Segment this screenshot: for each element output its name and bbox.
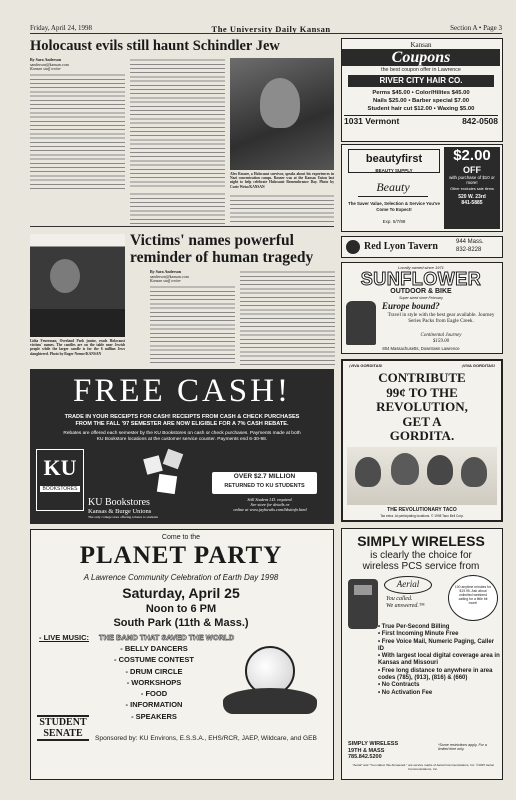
coupon-nails: Nails $25.00 • Barber special $7.00 <box>372 98 470 104</box>
header-date: Friday, April 24, 1998 <box>30 24 92 32</box>
feature-item: • True Per-Second Billing <box>378 624 450 630</box>
brand-name: KU Bookstores <box>88 497 150 508</box>
photo-caption-rosner: Alex Rosner, a Holocaust survivor, speaks about his experiences in Nazi concentration camps. Rosner was at the Kansas Union last night to help celebrate Holocaust Remembrance Day. Photo by Curie Weiss/KANSAN <box>230 172 334 189</box>
gordita-chihuahuas-image <box>347 447 497 505</box>
beautyfirst-name: beautyfirst <box>365 153 423 165</box>
tavern-contact <box>456 239 501 254</box>
planet-place: South Park (11th & Mass.) <box>113 617 249 629</box>
gordita-line4: GET A <box>402 413 442 429</box>
free-cash-line3: Rebates are offered each semester by the KU Bookstores on cash or check purchases. Payments made at both <box>63 431 301 436</box>
planet-subtitle: A Lawrence Community Celebration of Earth Day 1998 <box>83 573 279 582</box>
story2-text-col1 <box>150 285 235 365</box>
ad-red-lyon-tavern <box>341 236 503 258</box>
feature-item: • With largest local digital coverage area in Kansas and Missouri <box>378 653 500 667</box>
sunflower-price: $159.00 <box>432 339 450 344</box>
cash-dice-icon <box>140 449 195 501</box>
beautyfirst-sub: BEAUTY SUPPLY <box>375 168 413 173</box>
tavern-name: Red Lyon Tavern <box>364 241 438 252</box>
page-header <box>30 24 502 34</box>
coupon-phone2: 841-5885 <box>461 199 483 206</box>
coupon-phone: 842-0508 <box>462 116 498 126</box>
headline-victims <box>130 233 335 266</box>
free-cash-line1: TRADE IN YOUR RECEIPTS FOR CASH! RECEIPTS FROM CASH & CHECK PURCHASES <box>64 414 300 420</box>
coupons-org: Kansan <box>410 41 432 49</box>
logo-senate: SENATE <box>43 728 83 739</box>
gordita-line5: GORDITA. <box>389 428 455 443</box>
rebate-banner <box>212 472 317 494</box>
byline-role: Kansan staff writer <box>150 278 181 283</box>
photo-reader-figure <box>50 259 80 293</box>
planet-date: Saturday, April 25 <box>122 585 240 601</box>
rebate-amount: OVER $2.7 MILLION <box>233 473 296 480</box>
aerial-answered: We answered.™ <box>386 603 425 609</box>
beautyfirst-logo <box>348 149 440 173</box>
coupon-prices <box>348 89 494 113</box>
tavern-address: 944 Mass. <box>456 239 484 245</box>
salon-script-logo: Beauty <box>358 177 428 197</box>
planet-live-music: - LIVE MUSIC: <box>39 633 89 642</box>
hands-earth-icon <box>221 642 319 726</box>
photo-alex-rosner <box>230 58 334 170</box>
wireless-fine-print: "Aerial" and "You called. We Answered." are service marks of Aerial Communications, Inc. ©1997 Aerial Communications, Inc. <box>352 763 494 771</box>
planet-come: Come to the <box>161 534 201 541</box>
ku-bookstores-logo <box>36 449 84 511</box>
attraction-item: - DRUM CIRCLE <box>125 666 183 676</box>
attraction-item: - COSTUME CONTEST <box>114 655 194 665</box>
attraction-item: - BELLY DANCERS <box>120 644 188 653</box>
aerial-called: You called. <box>386 596 413 602</box>
coupon-saver: The Saver Value, Selection & Service You've Come To Expect! <box>348 201 440 212</box>
ad-sunflower-outdoor <box>341 262 503 354</box>
gordita-line2: 99¢ TO THE <box>386 384 458 400</box>
gordita-tags <box>343 363 501 368</box>
details-id: Still Student I.D. required. <box>247 497 293 502</box>
store-address: 19TH & MASS <box>348 747 385 754</box>
divider <box>30 226 334 227</box>
attraction-item: - FOOD <box>140 689 168 699</box>
sunflower-established: Locally owned since 1971 <box>398 265 444 270</box>
gordita-tag-left: ¡VIVA GORDITAS! <box>349 363 383 368</box>
coupon-address2: 520 W. 23rd <box>458 193 486 200</box>
aerial-slogan <box>386 596 446 610</box>
brand-locations: Kansas & Burge Unions <box>88 508 152 515</box>
free-cash-details <box>212 497 328 512</box>
sunflower-sub: OUTDOOR & BIKE <box>390 288 452 295</box>
ad-planet-party <box>30 529 334 780</box>
aerial-logo: Aerial <box>384 576 432 594</box>
coupon-discount-box <box>444 147 500 229</box>
ku-logo-word: BOOKSTORES <box>40 486 80 492</box>
coupon-expires: Exp. 5/7/98 <box>382 219 406 224</box>
photo-lidia-feuerman <box>30 234 125 337</box>
bookstore-brand <box>88 497 198 519</box>
phone-image <box>348 579 378 629</box>
planet-sponsors: Sponsored by: KU Environs, E.S.S.A., EHS/RCR, JAEP, Wildcare, and GEB <box>95 735 317 742</box>
byline-role: Kansan staff writer <box>30 66 61 71</box>
story1-text-col2 <box>130 58 225 190</box>
headline-victims-line2: reminder of human tragedy <box>130 248 314 266</box>
wireless-sub1: is clearly the choice for <box>370 550 472 561</box>
sunflower-note: Super sized since February <box>399 296 443 300</box>
details-see: See store for details or <box>250 502 290 507</box>
photo-table <box>30 309 125 337</box>
coupon-other: Other excludes sale items <box>450 187 494 191</box>
wireless-title: SIMPLY WIRELESS <box>357 533 485 549</box>
store-name: SIMPLY WIRELESS <box>348 741 399 747</box>
planet-time: Noon to 6 PM <box>145 603 217 615</box>
gordita-headline <box>343 371 501 444</box>
header-section: Section A • Page 3 <box>450 24 502 32</box>
byline-name: By Sara Anderson <box>150 269 182 274</box>
gordita-tag-right: ¡VIVA GORDITAS! <box>461 363 495 368</box>
feature-item: • Free long distance to anywhere in area codes (785), (913), (816) & (660) <box>378 667 493 682</box>
ku-logo-letters: KU <box>43 455 77 480</box>
feature-item: • No Contracts <box>378 682 420 689</box>
brand-tagline: The only college store offering rebates to students <box>88 515 159 519</box>
attraction-item: - INFORMATION <box>125 700 183 710</box>
byline-story2 <box>150 270 245 284</box>
coupon-off-note: with purchase of $10 or more! <box>449 175 495 185</box>
attraction-item: - WORKSHOPS <box>126 677 182 687</box>
coupon-address: 1031 Vermont <box>344 116 400 126</box>
coupon-salon-name: RIVER CITY HAIR CO. <box>348 75 494 87</box>
wireless-store <box>348 741 428 761</box>
minutes-burst: 100 anytime minutes for $19.95. Ask about unlimited weekend calling for a little bit more! <box>448 575 498 621</box>
ad-beautyfirst <box>341 144 503 232</box>
sunflower-item: Continental Journey <box>420 333 462 338</box>
gordita-line1: CONTRIBUTE <box>378 370 466 385</box>
story1-text-col2b <box>130 192 225 224</box>
photo-speaker-figure <box>260 78 300 128</box>
story2-text-col2 <box>240 270 335 365</box>
gordita-line3: REVOLUTION, <box>376 399 468 414</box>
logo-student: STUDENT <box>39 717 87 728</box>
backpack-image <box>346 301 376 345</box>
coupon-off: OFF <box>463 165 481 175</box>
rebate-returned: RETURNED TO KU STUDENTS <box>224 483 305 489</box>
story-holocaust <box>30 38 334 54</box>
tavern-phone: 832-8228 <box>456 246 482 253</box>
planet-band: THE BAND THAT SAVED THE WORLD <box>99 633 235 642</box>
coupon-contact <box>344 115 498 126</box>
feature-item: • No Activation Fee <box>378 689 433 696</box>
free-cash-line4: KU Bookstore locations at the customer service counter. Payments end 6-30-98. <box>96 437 268 442</box>
byline-story1 <box>30 58 125 72</box>
headline-victims-line1: Victims' names powerful <box>130 232 294 249</box>
byline-email: sanderson@kansan.com <box>150 273 189 279</box>
ad-kansan-coupons <box>341 38 503 142</box>
coupon-perms: Perms $45.00 • Color/Hilites $45.00 <box>372 90 470 96</box>
student-senate-logo <box>37 715 89 741</box>
coupons-tagline: the best coupon offer in Lawrence <box>381 67 461 73</box>
feature-item: • First Incoming Minute Free <box>378 631 459 638</box>
ad-free-cash <box>30 369 334 524</box>
sunflower-name: SUNFLOWER <box>360 269 482 289</box>
sunflower-body: Travel in style with the best gear available. Journey Series Packs from Eagle Creek. <box>387 312 495 325</box>
free-cash-title: FREE CASH! <box>73 373 291 409</box>
feature-item: • Free Voice Mail, Numeric Paging, Caller ID <box>378 638 495 652</box>
byline-email: sanderson@kansan.com <box>30 61 69 67</box>
planet-title: PLANET PARTY <box>79 542 283 569</box>
byline-name: By Sara Anderson <box>30 57 62 62</box>
lion-crest-icon <box>346 240 360 254</box>
sunflower-question: Europe bound? <box>382 301 440 311</box>
photo-caption-feuerman: Lidia Feuerman, Overland Park junior, reads Holocaust victims' names. The candles are on the table near Jewish people while the larger candle is for the 6 million Jews slaughtered. Photo by Roger Neeme/KANSAN <box>30 339 125 356</box>
planet-attractions <box>89 643 219 722</box>
headline-holocaust: Holocaust evils still haunt Schindler Jew <box>30 38 280 54</box>
header-paper-name: The University Daily Kansan <box>211 24 331 34</box>
free-cash-line2: FROM THE FALL '97 SEMESTER ARE NOW ELIGIBLE FOR A 7% CASH REBATE. <box>75 421 289 427</box>
sunflower-address: 804 Massachusetts, Downtown Lawrence <box>382 346 460 351</box>
wireless-note: *Some restrictions apply. For a limited time only. <box>438 743 487 752</box>
store-phone: 785.842.5200 <box>348 754 382 760</box>
wireless-features <box>378 624 500 697</box>
attraction-item: - SPEAKERS <box>131 711 177 721</box>
ad-taco-bell-gordita <box>341 359 503 522</box>
details-url: online at www.jayhawks.com/bkstinfo.html <box>233 507 307 512</box>
gordita-footer: THE REVOLUTIONARY TACO <box>387 507 457 513</box>
coupon-price: $2.00 <box>453 147 491 164</box>
story1-text-col1 <box>30 73 125 190</box>
story1-text-col3 <box>230 194 334 224</box>
coupon-student: Student hair cut $12.00 • Waxing $5.00 <box>367 106 475 112</box>
wireless-sub2: wireless PCS service from <box>362 561 480 572</box>
coupons-title: Coupons <box>342 49 500 66</box>
ad-simply-wireless <box>341 528 503 780</box>
gordita-fine-print: Tax extra. At participating locations. © 1998 Taco Bell Corp. <box>380 514 464 518</box>
